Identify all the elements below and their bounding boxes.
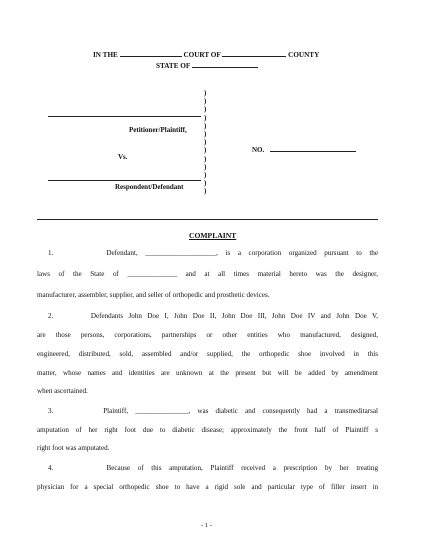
paren: ) xyxy=(204,121,207,130)
state-of-label: STATE OF xyxy=(156,62,191,70)
paragraph-3-line-2: amputation of her right foot due to diabetic disease; approximately the front half of Plaintiff s xyxy=(37,426,378,434)
paren: ) xyxy=(204,105,207,114)
caption-line-1 xyxy=(93,50,319,59)
paren: ) xyxy=(204,113,207,122)
paren: ) xyxy=(204,187,207,196)
paragraph-2-line-5: when ascertained. xyxy=(37,387,88,395)
paren: ) xyxy=(204,89,207,97)
paren: ) xyxy=(204,171,207,180)
paren: ) xyxy=(204,130,207,139)
paragraph-3-line-1: 3. Plaintiff, _______________, was diabetic and consequently had a transmeditarsal xyxy=(48,407,378,415)
paren: ) xyxy=(204,179,207,188)
petitioner-label: Petitioner/Plaintiff, xyxy=(129,126,187,134)
paragraph-4-line-1: 4. Because of this amputation, Plaintiff received a prescription by her treating xyxy=(48,464,378,472)
paragraph-2-line-1: 2. Defendants John Doe I, John Doe II, John Doe III, John Doe IV and John Doe V, xyxy=(48,312,378,320)
paragraph-1-line-3: manufacturer, assembler, supplier, and seller of orthopedic and prosthetic devices. xyxy=(37,291,270,299)
case-number-label: NO. xyxy=(252,146,265,154)
respondent-name-line xyxy=(48,180,201,181)
paragraph-4-line-2: physician for a special orthopedic shoe to have a rigid sole and particular type of filler insert in xyxy=(37,483,378,491)
county-name-blank xyxy=(222,50,286,57)
county-label: COUNTY xyxy=(288,51,320,59)
paragraph-3-line-3: right foot was amputated. xyxy=(37,444,110,452)
caption-parens xyxy=(204,89,206,196)
vs-label: Vs. xyxy=(118,153,128,161)
paragraph-2-line-3: engineered, distributed, sold, assembled and/or supplied, the orthopedic shoe involved in this xyxy=(37,350,378,358)
paragraph-2-line-4: matter, whose names and identities are unknown at the present but will be added by amendment xyxy=(37,369,378,377)
paren: ) xyxy=(204,97,207,106)
court-of-label: COURT OF xyxy=(183,51,221,59)
paragraph-1-line-2: laws of the State of ______________ and at all times material hereto was the designer, xyxy=(37,270,378,278)
document-title: COMPLAINT xyxy=(189,231,237,240)
court-name-blank xyxy=(120,50,182,57)
state-name-blank xyxy=(192,61,258,68)
case-number-field xyxy=(252,145,356,154)
case-number-blank xyxy=(270,145,356,152)
paren: ) xyxy=(204,154,207,163)
in-the-label: IN THE xyxy=(93,51,118,59)
caption-separator xyxy=(37,219,378,220)
petitioner-name-line xyxy=(48,116,201,117)
paragraph-1-line-1: 1. Defendant, ____________________, is a corporation organized pursuant to the xyxy=(48,249,378,257)
paren: ) xyxy=(204,138,207,147)
paren: ) xyxy=(204,162,207,171)
paren: ) xyxy=(204,146,207,155)
respondent-label: Respondent/Defendant xyxy=(115,183,184,191)
caption-line-2 xyxy=(156,61,258,70)
page-number: - 1 - xyxy=(201,522,212,529)
paragraph-2-line-2: are those persons, corporations, partnerships or other entities who manufactured, designed, xyxy=(37,331,378,339)
